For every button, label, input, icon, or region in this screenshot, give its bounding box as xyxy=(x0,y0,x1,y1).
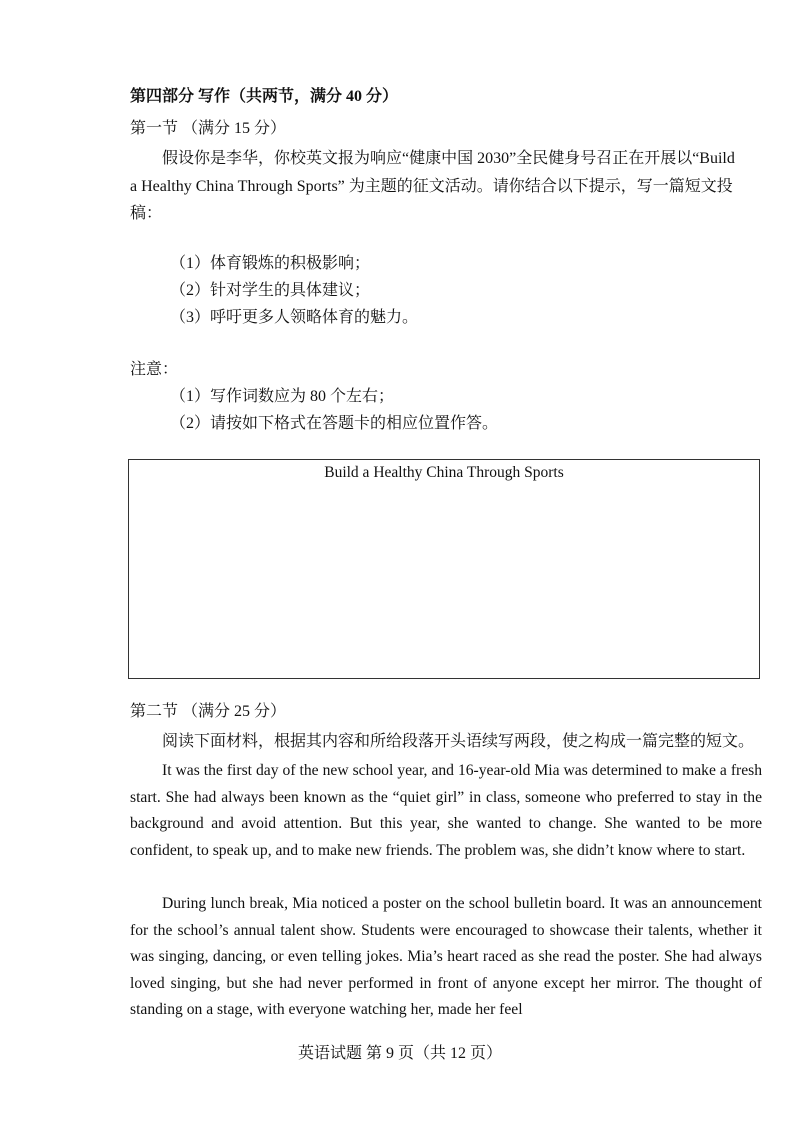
part-title: 第四部分 写作（共两节，满分 40 分） xyxy=(130,88,399,105)
prompt-line-3: 稿： xyxy=(130,205,163,222)
prompt-line-1: 假设你是李华，你校英文报为响应“健康中国 2030”全民健身号召正在开展以“Build xyxy=(162,150,735,167)
section2-title: 第二节 （满分 25 分） xyxy=(130,703,287,720)
section2-instruction: 阅读下面材料，根据其内容和所给段落开头语续写两段，使之构成一篇完整的短文。 xyxy=(162,733,755,750)
hint-item: （3）呼吁更多人领略体育的魅力。 xyxy=(170,309,419,326)
hint-item: （2）针对学生的具体建议； xyxy=(170,282,371,299)
notes-label: 注意： xyxy=(130,361,179,378)
story-paragraph-2-text: During lunch break, Mia noticed a poster on the school bulletin board. It was an announcement for the school’s annual talent show. Students were encouraged to showcase their talents, whether it was singing, dancing, or even telling jokes. Mia’s heart raced as she read the poster. She had always loved singing, but she had never performed in front of anyone except her mirror. The thought of standing on a stage, with everyone watching her, made her feel xyxy=(130,895,762,1019)
answer-box xyxy=(128,459,760,679)
page-footer: 英语试题 第 9 页（共 12 页） xyxy=(297,1045,502,1062)
hint-item: （1）体育锻炼的积极影响； xyxy=(170,255,371,272)
story-paragraph-1-text: It was the first day of the new school year, and 16-year-old Mia was determined to make a fresh start. She had always been known as the “quiet girl” in class, someone who preferred to stay in the background and avoid attention. But this year, she wanted to change. She wanted to be more confident, to speak up, and to make new friends. The problem was, she didn’t know where to start. xyxy=(130,762,762,859)
story-paragraph-2 xyxy=(130,891,762,1024)
answer-box-title: Build a Healthy China Through Sports xyxy=(324,464,564,481)
note-item: （2）请按如下格式在答题卡的相应位置作答。 xyxy=(170,415,499,432)
note-item: （1）写作词数应为 80 个左右； xyxy=(170,388,395,405)
prompt-line-2: a Healthy China Through Sports” 为主题的征文活动。请你结合以下提示，写一篇短文投 xyxy=(130,178,733,195)
story-paragraph-1 xyxy=(130,758,762,864)
section1-title: 第一节 （满分 15 分） xyxy=(130,120,287,137)
